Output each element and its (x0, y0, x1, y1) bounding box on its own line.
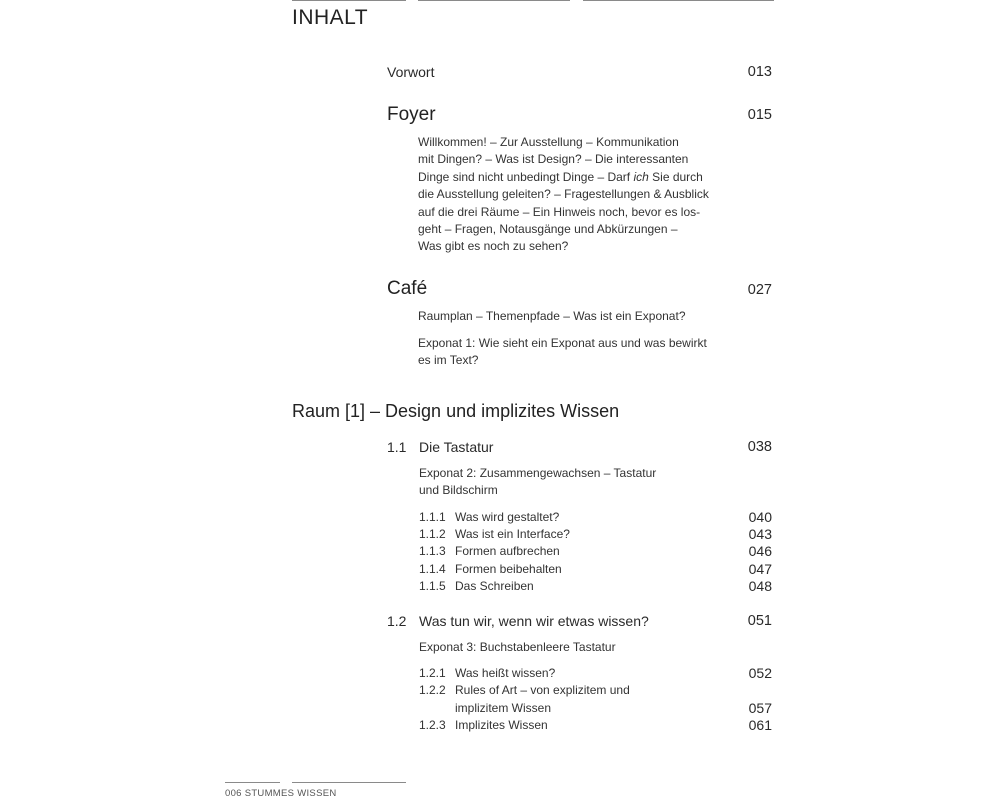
foyer-desc-text: Dinge sind nicht unbedingt Dinge – Darf (418, 169, 634, 184)
toc-1-2-3-num: 1.2.3 (419, 718, 446, 732)
toc-1-1-5-label: Das Schreiben (455, 579, 534, 593)
toc-cafe-line1: Raumplan – Themenpfade – Was ist ein Exponat? (418, 309, 686, 323)
toc-1-1-num: 1.1 (387, 439, 407, 455)
toc-1-2-num: 1.2 (387, 613, 407, 629)
toc-cafe-label: Café (387, 278, 428, 299)
foyer-desc-line: Willkommen! – Zur Ausstellung – Kommunikation (418, 135, 679, 149)
toc-1-1-1-num: 1.1.1 (419, 510, 446, 524)
cafe-exponat-line: es im Text? (418, 353, 479, 368)
toc-1-1-exponat (419, 465, 739, 500)
toc-1-1-5-page: 048 (748, 578, 772, 594)
top-rule-2 (418, 0, 570, 1)
toc-1-1-3-num: 1.1.3 (419, 544, 446, 558)
cafe-exponat-line: Exponat 1: Wie sieht ein Exponat aus und was bewirkt (418, 336, 707, 350)
toc-1-2-1-page: 052 (748, 665, 772, 681)
toc-raum1-heading: Raum [1] – Design und implizites Wissen (292, 401, 620, 421)
toc-1-2-1-num: 1.2.1 (419, 666, 446, 680)
foyer-desc-text: Sie durch (648, 169, 703, 184)
toc-1-1-4-label: Formen beibehalten (455, 562, 562, 576)
toc-1-1-5-num: 1.1.5 (419, 579, 446, 593)
toc-1-1-3-page: 046 (748, 543, 772, 559)
toc-1-1-label: Die Tastatur (419, 439, 494, 455)
toc-1-1-4-page: 047 (748, 561, 772, 577)
top-rule-3 (583, 0, 774, 1)
toc-1-2-1-label: Was heißt wissen? (455, 666, 556, 680)
toc-vorwort-page: 013 (747, 64, 772, 80)
foyer-desc-emphasis: ich (633, 169, 649, 184)
toc-1-2-page: 051 (747, 613, 772, 629)
toc-1-1-2-label: Was ist ein Interface? (455, 527, 570, 541)
foyer-desc-line: Was gibt es noch zu sehen? (418, 239, 569, 254)
page-title: INHALT (292, 6, 369, 29)
toc-1-2-3-label: Implizites Wissen (455, 718, 548, 732)
toc-foyer-page: 015 (747, 107, 772, 123)
foyer-desc-line: geht – Fragen, Notausgänge und Abkürzungen – (418, 222, 678, 237)
toc-cafe-page: 027 (747, 282, 772, 298)
toc-1-1-3-label: Formen aufbrechen (455, 544, 560, 558)
toc-foyer-description (418, 134, 738, 256)
toc-cafe-exponat (418, 335, 738, 370)
exponat-line: Exponat 2: Zusammengewachsen – Tastatur (419, 466, 657, 480)
foyer-desc-line (418, 169, 738, 186)
toc-1-2-exponat: Exponat 3: Buchstabenleere Tastatur (419, 640, 616, 654)
toc-1-1-1-page: 040 (748, 509, 772, 525)
footer-rule-2 (292, 782, 406, 783)
foyer-desc-line: mit Dingen? – Was ist Design? – Die interessanten (418, 152, 689, 167)
toc-1-1-4-num: 1.1.4 (419, 562, 446, 576)
footer-rule-1 (225, 782, 280, 783)
page-footer: 006 STUMMES WISSEN (225, 788, 337, 799)
toc-1-2-2-page: 057 (748, 700, 772, 716)
toc-1-2-2-label: Rules of Art – von explizitem und (455, 683, 630, 697)
top-rule-1 (292, 0, 406, 1)
toc-1-1-2-num: 1.1.2 (419, 527, 446, 541)
foyer-desc-line: auf die drei Räume – Ein Hinweis noch, bevor es los- (418, 204, 701, 219)
toc-1-2-2-label-cont: implizitem Wissen (455, 701, 552, 715)
foyer-desc-line: die Ausstellung geleiten? – Fragestellungen & Ausblick (418, 187, 709, 202)
toc-1-2-2-num: 1.2.2 (419, 683, 446, 697)
exponat-line: und Bildschirm (419, 483, 498, 498)
toc-1-1-2-page: 043 (748, 526, 772, 542)
toc-1-1-1-label: Was wird gestaltet? (455, 510, 560, 524)
toc-foyer-label: Foyer (387, 104, 436, 125)
toc-1-1-page: 038 (747, 439, 772, 455)
toc-1-2-label: Was tun wir, wenn wir etwas wissen? (419, 613, 649, 629)
toc-1-2-3-page: 061 (748, 717, 772, 733)
toc-vorwort-label: Vorwort (387, 64, 435, 80)
